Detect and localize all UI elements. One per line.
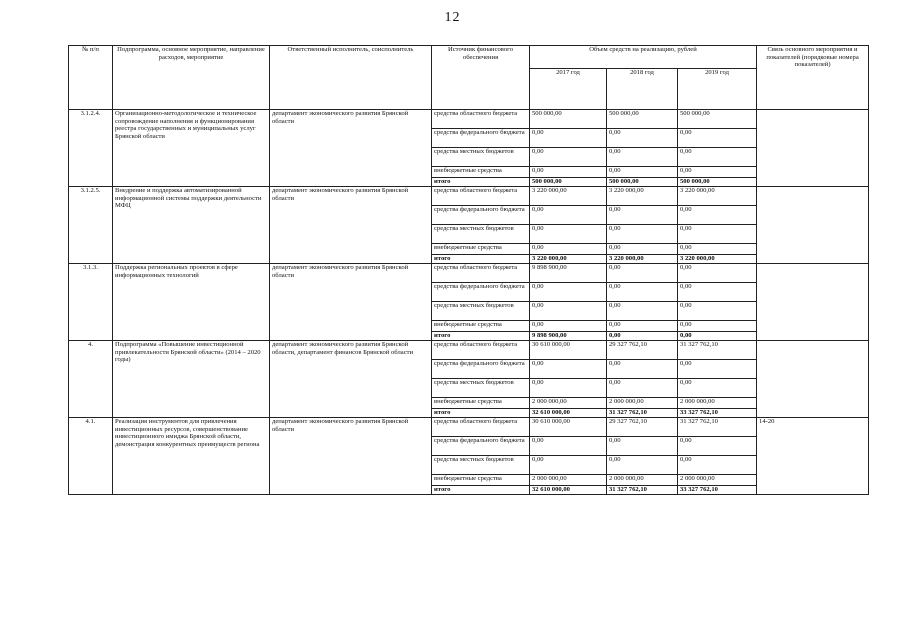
source-cell: внебюджетные средства: [432, 244, 530, 255]
value-2019: 500 000,00: [678, 178, 757, 187]
value-2018: 0,00: [607, 379, 678, 398]
value-2018: 0,00: [607, 129, 678, 148]
budget-table: [68, 45, 869, 495]
source-cell: средства федерального бюджета: [432, 283, 530, 302]
table-row: [69, 187, 869, 206]
value-2019: 0,00: [678, 129, 757, 148]
value-2017: 32 610 000,00: [530, 409, 607, 418]
value-2019: 0,00: [678, 206, 757, 225]
row-executor: департамент экономического развития Брянской области, департамент финансов Брянской области: [270, 341, 432, 418]
value-2018: 0,00: [607, 264, 678, 283]
source-cell: средства областного бюджета: [432, 187, 530, 206]
value-2019: 0,00: [678, 456, 757, 475]
row-executor: департамент экономического развития Брянской области: [270, 110, 432, 187]
header-2018: 2018 год: [607, 69, 678, 110]
value-2017: 3 220 000,00: [530, 255, 607, 264]
value-2017: 0,00: [530, 360, 607, 379]
value-2018: 0,00: [607, 332, 678, 341]
value-2017: 30 610 000,00: [530, 418, 607, 437]
source-cell: итого: [432, 332, 530, 341]
value-2018: 0,00: [607, 148, 678, 167]
value-2017: 30 610 000,00: [530, 341, 607, 360]
value-2019: 33 327 762,10: [678, 486, 757, 495]
value-2019: 31 327 762,10: [678, 341, 757, 360]
value-2017: 0,00: [530, 456, 607, 475]
value-2019: 2 000 000,00: [678, 398, 757, 409]
value-2017: 0,00: [530, 283, 607, 302]
source-cell: средства областного бюджета: [432, 341, 530, 360]
source-cell: внебюджетные средства: [432, 475, 530, 486]
value-2019: 0,00: [678, 437, 757, 456]
value-2017: 0,00: [530, 148, 607, 167]
value-2019: 0,00: [678, 244, 757, 255]
value-2017: 9 898 900,00: [530, 332, 607, 341]
row-title: Подпрограмма «Повышение инвестиционной привлекательности Брянской области» (2014 – 2020 годы): [113, 341, 270, 418]
header-2017: 2017 год: [530, 69, 607, 110]
value-2019: 2 000 000,00: [678, 475, 757, 486]
value-2017: 0,00: [530, 167, 607, 178]
value-2018: 29 327 762,10: [607, 418, 678, 437]
row-number: 3.1.3.: [69, 264, 113, 341]
value-2018: 0,00: [607, 302, 678, 321]
source-cell: внебюджетные средства: [432, 167, 530, 178]
value-2019: 3 220 000,00: [678, 255, 757, 264]
header-link: Связь основного мероприятия и показателей (порядковые номера показателей): [757, 46, 869, 110]
source-cell: средства областного бюджета: [432, 264, 530, 283]
value-2017: 3 220 000,00: [530, 187, 607, 206]
table-body: [69, 110, 869, 495]
value-2017: 0,00: [530, 244, 607, 255]
value-2019: 0,00: [678, 360, 757, 379]
value-2017: 0,00: [530, 129, 607, 148]
value-2018: 0,00: [607, 321, 678, 332]
value-2019: 0,00: [678, 148, 757, 167]
row-link: 14-20: [757, 418, 869, 495]
row-link: [757, 264, 869, 341]
value-2017: 0,00: [530, 437, 607, 456]
value-2017: 9 898 900,00: [530, 264, 607, 283]
header-source: Источник финансового обеспечения: [432, 46, 530, 110]
source-cell: средства местных бюджетов: [432, 225, 530, 244]
value-2017: 2 000 000,00: [530, 398, 607, 409]
value-2019: 0,00: [678, 332, 757, 341]
page-number: 12: [444, 10, 461, 25]
source-cell: средства местных бюджетов: [432, 302, 530, 321]
value-2018: 0,00: [607, 244, 678, 255]
table-row: [69, 418, 869, 437]
header-2019: 2019 год: [678, 69, 757, 110]
table-row: [69, 341, 869, 360]
row-link: [757, 110, 869, 187]
header-num: № п/п: [69, 46, 113, 110]
row-number: 4.: [69, 341, 113, 418]
value-2017: 0,00: [530, 225, 607, 244]
source-cell: средства федерального бюджета: [432, 360, 530, 379]
header-executor: Ответственный исполнитель, соисполнитель: [270, 46, 432, 110]
row-title: Внедрение и поддержка автоматизированной информационной системы поддержки деятельности МФЦ: [113, 187, 270, 264]
value-2018: 0,00: [607, 283, 678, 302]
row-link: [757, 341, 869, 418]
value-2017: 500 000,00: [530, 178, 607, 187]
value-2017: 0,00: [530, 379, 607, 398]
row-title: Организационно-методологическое и техническое сопровождение наполнения и функционирования реестра государственных и муниципальных услуг Брянской области: [113, 110, 270, 187]
source-cell: итого: [432, 486, 530, 495]
row-executor: департамент экономического развития Брянской области: [270, 418, 432, 495]
table-row: [69, 264, 869, 283]
source-cell: итого: [432, 409, 530, 418]
value-2017: 32 610 000,00: [530, 486, 607, 495]
row-link: [757, 187, 869, 264]
value-2019: 0,00: [678, 321, 757, 332]
source-cell: средства областного бюджета: [432, 418, 530, 437]
value-2019: 0,00: [678, 302, 757, 321]
value-2018: 500 000,00: [607, 110, 678, 129]
value-2019: 3 220 000,00: [678, 187, 757, 206]
value-2018: 2 000 000,00: [607, 398, 678, 409]
source-cell: средства местных бюджетов: [432, 148, 530, 167]
value-2017: 2 000 000,00: [530, 475, 607, 486]
source-cell: средства федерального бюджета: [432, 129, 530, 148]
value-2018: 500 000,00: [607, 178, 678, 187]
value-2017: 500 000,00: [530, 110, 607, 129]
source-cell: средства областного бюджета: [432, 110, 530, 129]
source-cell: внебюджетные средства: [432, 321, 530, 332]
value-2019: 0,00: [678, 167, 757, 178]
source-cell: средства федерального бюджета: [432, 437, 530, 456]
source-cell: средства местных бюджетов: [432, 379, 530, 398]
value-2018: 31 327 762,10: [607, 409, 678, 418]
value-2017: 0,00: [530, 206, 607, 225]
value-2019: 0,00: [678, 379, 757, 398]
row-number: 4.1.: [69, 418, 113, 495]
value-2018: 0,00: [607, 225, 678, 244]
row-title: Реализация инструментов для привлечения инвестиционных ресурсов, совершенствование инвестиционного имиджа Брянской области, демонстрация конкурентных преимуществ региона: [113, 418, 270, 495]
header-volume: Объем средств на реализацию, рублей: [530, 46, 757, 69]
value-2019: 500 000,00: [678, 110, 757, 129]
value-2017: 0,00: [530, 302, 607, 321]
value-2018: 0,00: [607, 167, 678, 178]
value-2019: 33 327 762,10: [678, 409, 757, 418]
source-cell: итого: [432, 178, 530, 187]
value-2018: 2 000 000,00: [607, 475, 678, 486]
value-2019: 0,00: [678, 225, 757, 244]
table-row: [69, 110, 869, 129]
source-cell: внебюджетные средства: [432, 398, 530, 409]
source-cell: средства федерального бюджета: [432, 206, 530, 225]
value-2018: 29 327 762,10: [607, 341, 678, 360]
source-cell: итого: [432, 255, 530, 264]
value-2018: 3 220 000,00: [607, 255, 678, 264]
row-number: 3.1.2.4.: [69, 110, 113, 187]
value-2019: 31 327 762,10: [678, 418, 757, 437]
value-2019: 0,00: [678, 283, 757, 302]
value-2018: 3 220 000,00: [607, 187, 678, 206]
source-cell: средства местных бюджетов: [432, 456, 530, 475]
header-program: Подпрограмма, основное мероприятие, направление расходов, мероприятие: [113, 46, 270, 110]
value-2018: 0,00: [607, 456, 678, 475]
value-2018: 0,00: [607, 360, 678, 379]
row-number: 3.1.2.5.: [69, 187, 113, 264]
value-2017: 0,00: [530, 321, 607, 332]
value-2018: 31 327 762,10: [607, 486, 678, 495]
value-2018: 0,00: [607, 206, 678, 225]
value-2018: 0,00: [607, 437, 678, 456]
row-title: Поддержка региональных проектов в сфере информационных технологий: [113, 264, 270, 341]
row-executor: департамент экономического развития Брянской области: [270, 264, 432, 341]
value-2019: 0,00: [678, 264, 757, 283]
row-executor: департамент экономического развития Брянской области: [270, 187, 432, 264]
